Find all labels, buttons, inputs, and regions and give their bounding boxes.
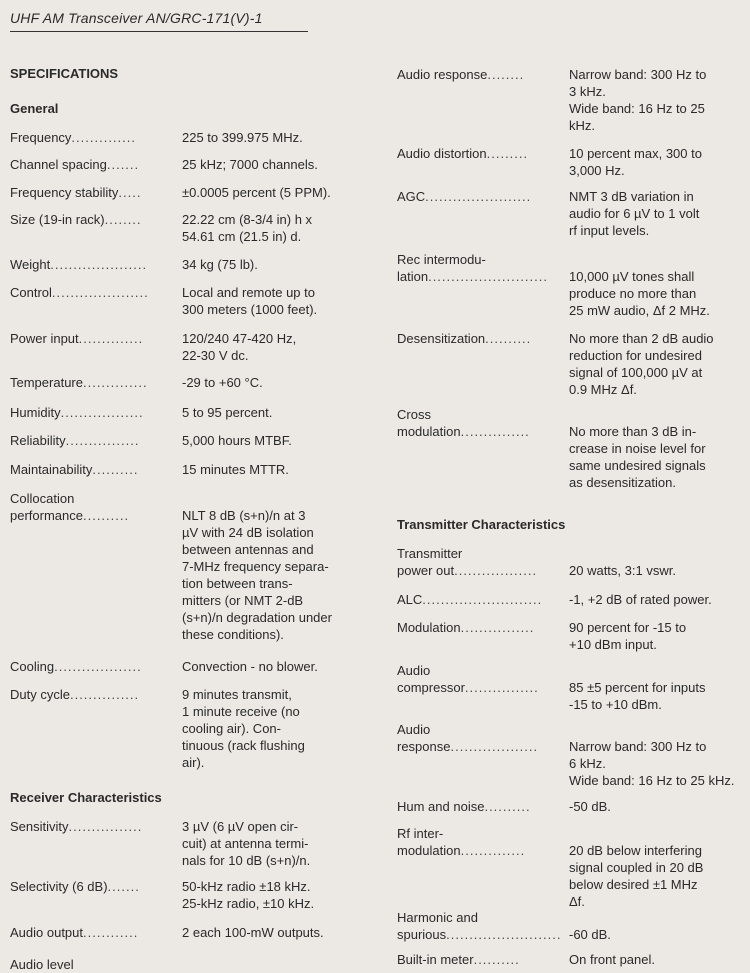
- spec-label: [10, 256, 147, 273]
- spec-label: [397, 619, 534, 636]
- leader-dots: ...............: [69, 687, 140, 702]
- spec-value: 22.22 cm (8-3/4 in) h x 54.61 cm (21.5 in) d.: [182, 212, 313, 244]
- spec-label-text: Audio response: [397, 67, 488, 82]
- spec-label: [10, 461, 139, 478]
- spec-label: [10, 924, 138, 941]
- spec-label-text: Maintainability: [10, 462, 93, 477]
- spec-label: [397, 909, 561, 943]
- spec-label: [397, 721, 538, 755]
- leader-dots: ..............: [71, 130, 136, 145]
- spec-value: 9 minutes transmit, 1 minute receive (no cooling air). Con- tinuous (rack flushing air).: [182, 687, 305, 770]
- leader-dots: ............: [83, 925, 139, 940]
- spec-label: [10, 878, 140, 895]
- spec-value: 120/240 47-420 Hz, 22-30 V dc.: [182, 331, 297, 363]
- spec-label: [10, 956, 74, 973]
- spec-label-text: Rf inter-: [397, 826, 444, 841]
- leader-dots: ..............: [460, 843, 526, 858]
- spec-label: [10, 156, 139, 173]
- spec-value: -50 dB.: [569, 799, 611, 814]
- leader-dots: ...................: [450, 739, 539, 754]
- spec-label-text: Collocation: [10, 491, 75, 506]
- leader-dots: .........: [486, 146, 529, 161]
- spec-value: 10 percent max, 300 to 3,000 Hz.: [569, 146, 702, 178]
- leader-dots: ................: [460, 620, 535, 635]
- spec-value: Narrow band: 300 Hz to 3 kHz. Wide band: 16 Hz to 25 kHz.: [569, 67, 707, 133]
- spec-label-text: Harmonic and: [397, 910, 478, 925]
- spec-label-text: ALC: [397, 592, 423, 607]
- spec-value: -29 to +60 °C.: [182, 375, 263, 390]
- leader-dots: .....................: [50, 257, 148, 272]
- spec-label: [10, 686, 139, 703]
- spec-label-text: AGC: [397, 189, 426, 204]
- spec-label-text: Humidity: [10, 405, 61, 420]
- leader-dots: ..........: [485, 331, 532, 346]
- spec-value: 3 µV (6 µV open cir- cuit) at antenna termi- nals for 10 dB (s+n)/n.: [182, 819, 311, 868]
- leader-dots: ..................: [60, 405, 144, 420]
- spec-label-text: Selectivity (6 dB): [10, 879, 108, 894]
- spec-label-text: Weight: [10, 257, 51, 272]
- leader-dots: ........: [487, 67, 525, 82]
- spec-label-text: Temperature: [10, 375, 83, 390]
- spec-value: 85 ±5 percent for inputs -15 to +10 dBm.: [569, 680, 706, 712]
- spec-value: 25 kHz; 7000 channels.: [182, 157, 318, 172]
- leader-dots: ..........................: [422, 592, 543, 607]
- leader-dots: ................: [464, 680, 539, 695]
- spec-value: -1, +2 dB of rated power.: [569, 592, 712, 607]
- spec-label-text: Audio level: [10, 957, 74, 972]
- leader-dots: ..........: [82, 508, 130, 523]
- spec-value: 15 minutes MTTR.: [182, 462, 289, 477]
- spec-value: 34 kg (75 lb).: [182, 257, 258, 272]
- spec-label-text: Sensitivity: [10, 819, 69, 834]
- spec-label: [397, 662, 539, 696]
- spec-value: On front panel.: [569, 952, 655, 967]
- spec-label-text: lation: [397, 269, 429, 284]
- spec-value: -60 dB.: [569, 927, 611, 942]
- spec-label-text: Modulation: [397, 620, 461, 635]
- transmitter-heading: Transmitter Characteristics: [397, 517, 566, 532]
- spec-value: Narrow band: 300 Hz to 6 kHz. Wide band: 16 Hz to 25 kHz.: [569, 739, 735, 788]
- leader-dots: ..............: [78, 331, 144, 346]
- general-heading: General: [10, 101, 59, 116]
- receiver-heading: Receiver Characteristics: [10, 790, 162, 805]
- spec-label-text: Audio: [397, 722, 431, 737]
- spec-label: [397, 798, 531, 815]
- spec-label-text: Hum and noise: [397, 799, 485, 814]
- spec-value: 5,000 hours MTBF.: [182, 433, 292, 448]
- spec-label-text: Cross: [397, 407, 431, 422]
- spec-label: [10, 284, 149, 301]
- leader-dots: ........: [104, 212, 142, 227]
- leader-dots: ..........: [484, 799, 531, 814]
- spec-label-text: power out: [397, 563, 455, 578]
- spec-value: ±0.0005 percent (5 PPM).: [182, 185, 331, 200]
- spec-label-text: Audio output: [10, 925, 84, 940]
- leader-dots: .......: [106, 157, 140, 172]
- page-header-title: UHF AM Transceiver AN/GRC-171(V)-1: [10, 10, 263, 26]
- spec-value: NLT 8 dB (s+n)/n at 3 µV with 24 dB isolation between antennas and 7-MHz frequency separa- tion between trans- mitters (or NMT 2-dB (s+n)/n degradation under these conditions).: [182, 508, 332, 642]
- spec-value: 20 watts, 3:1 vswr.: [569, 563, 676, 578]
- spec-label: [10, 818, 142, 835]
- spec-label-text: Frequency: [10, 130, 72, 145]
- leader-dots: ................: [65, 433, 140, 448]
- leader-dots: ..................: [454, 563, 538, 578]
- spec-label-text: spurious: [397, 927, 447, 942]
- spec-value: NMT 3 dB variation in audio for 6 µV to 1 volt rf input levels.: [569, 189, 700, 238]
- spec-label: [10, 129, 136, 146]
- spec-label-text: modulation: [397, 843, 461, 858]
- spec-label-text: performance: [10, 508, 83, 523]
- spec-label: [397, 145, 528, 162]
- spec-label: [10, 184, 141, 201]
- spec-label-text: Size (19-in rack): [10, 212, 105, 227]
- spec-label-text: Frequency stability: [10, 185, 119, 200]
- spec-label: [10, 330, 143, 347]
- spec-value: 20 dB below interfering signal coupled in 20 dB below desired ±1 MHz Δf.: [569, 843, 704, 909]
- spec-label: [397, 406, 530, 440]
- leader-dots: ..........................: [428, 269, 548, 284]
- spec-label-text: Audio: [397, 663, 431, 678]
- spec-label: [397, 545, 537, 579]
- leader-dots: ................: [68, 819, 143, 834]
- spec-label: [10, 211, 142, 228]
- spec-value: 5 to 95 percent.: [182, 405, 273, 420]
- spec-label-text: Rec intermodu-: [397, 252, 486, 267]
- spec-label: [10, 490, 129, 524]
- spec-label-text: Control: [10, 285, 52, 300]
- spec-label-text: Transmitter: [397, 546, 463, 561]
- spec-label-text: modulation: [397, 424, 461, 439]
- leader-dots: .........................: [446, 927, 562, 942]
- spec-label-text: Built-in meter: [397, 952, 474, 967]
- spec-value: 10,000 µV tones shall produce no more than 25 mW audio, Δf 2 MHz.: [569, 269, 710, 318]
- leader-dots: ...................: [54, 659, 142, 674]
- leader-dots: .....: [118, 185, 142, 200]
- spec-label-text: Power input: [10, 331, 79, 346]
- spec-value: 90 percent for -15 to +10 dBm input.: [569, 620, 687, 652]
- spec-value: 225 to 399.975 MHz.: [182, 130, 303, 145]
- spec-label: [10, 432, 139, 449]
- spec-value: 2 each 100-mW outputs.: [182, 925, 324, 940]
- leader-dots: ...............: [460, 424, 530, 439]
- spec-value: Convection - no blower.: [182, 659, 318, 674]
- leader-dots: .......................: [425, 189, 532, 204]
- leader-dots: ..........: [473, 952, 520, 967]
- leader-dots: ..........: [92, 462, 139, 477]
- spec-label-text: response: [397, 739, 451, 754]
- spec-label-text: Audio distortion: [397, 146, 487, 161]
- spec-label-text: Channel spacing: [10, 157, 107, 172]
- spec-label: [397, 951, 520, 968]
- spec-label: [397, 591, 542, 608]
- spec-label: [397, 66, 524, 83]
- spec-label: [397, 188, 531, 205]
- leader-dots: .....................: [51, 285, 149, 300]
- spec-label-text: Cooling: [10, 659, 55, 674]
- spec-label-text: Reliability: [10, 433, 66, 448]
- spec-value: No more than 2 dB audio reduction for undesired signal of 100,000 µV at 0.9 MHz Δf.: [569, 331, 714, 397]
- spec-label: [10, 374, 148, 391]
- spec-label-text: Desensitization: [397, 331, 486, 346]
- spec-value: 50-kHz radio ±18 kHz. 25-kHz radio, ±10 kHz.: [182, 879, 315, 911]
- spec-value: Local and remote up to 300 meters (1000 feet).: [182, 285, 318, 317]
- specifications-heading: SPECIFICATIONS: [10, 66, 119, 81]
- spec-label: [397, 825, 525, 859]
- spec-label: [397, 251, 548, 285]
- spec-label: [10, 404, 144, 421]
- header-underline: [10, 31, 308, 32]
- spec-label: [10, 658, 142, 675]
- spec-label-text: Duty cycle: [10, 687, 70, 702]
- spec-value: No more than 3 dB in- crease in noise level for same undesired signals as desensitization.: [569, 424, 706, 490]
- leader-dots: .......: [107, 879, 140, 894]
- leader-dots: ..............: [82, 375, 148, 390]
- spec-label-text: compressor: [397, 680, 465, 695]
- spec-label: [397, 330, 531, 347]
